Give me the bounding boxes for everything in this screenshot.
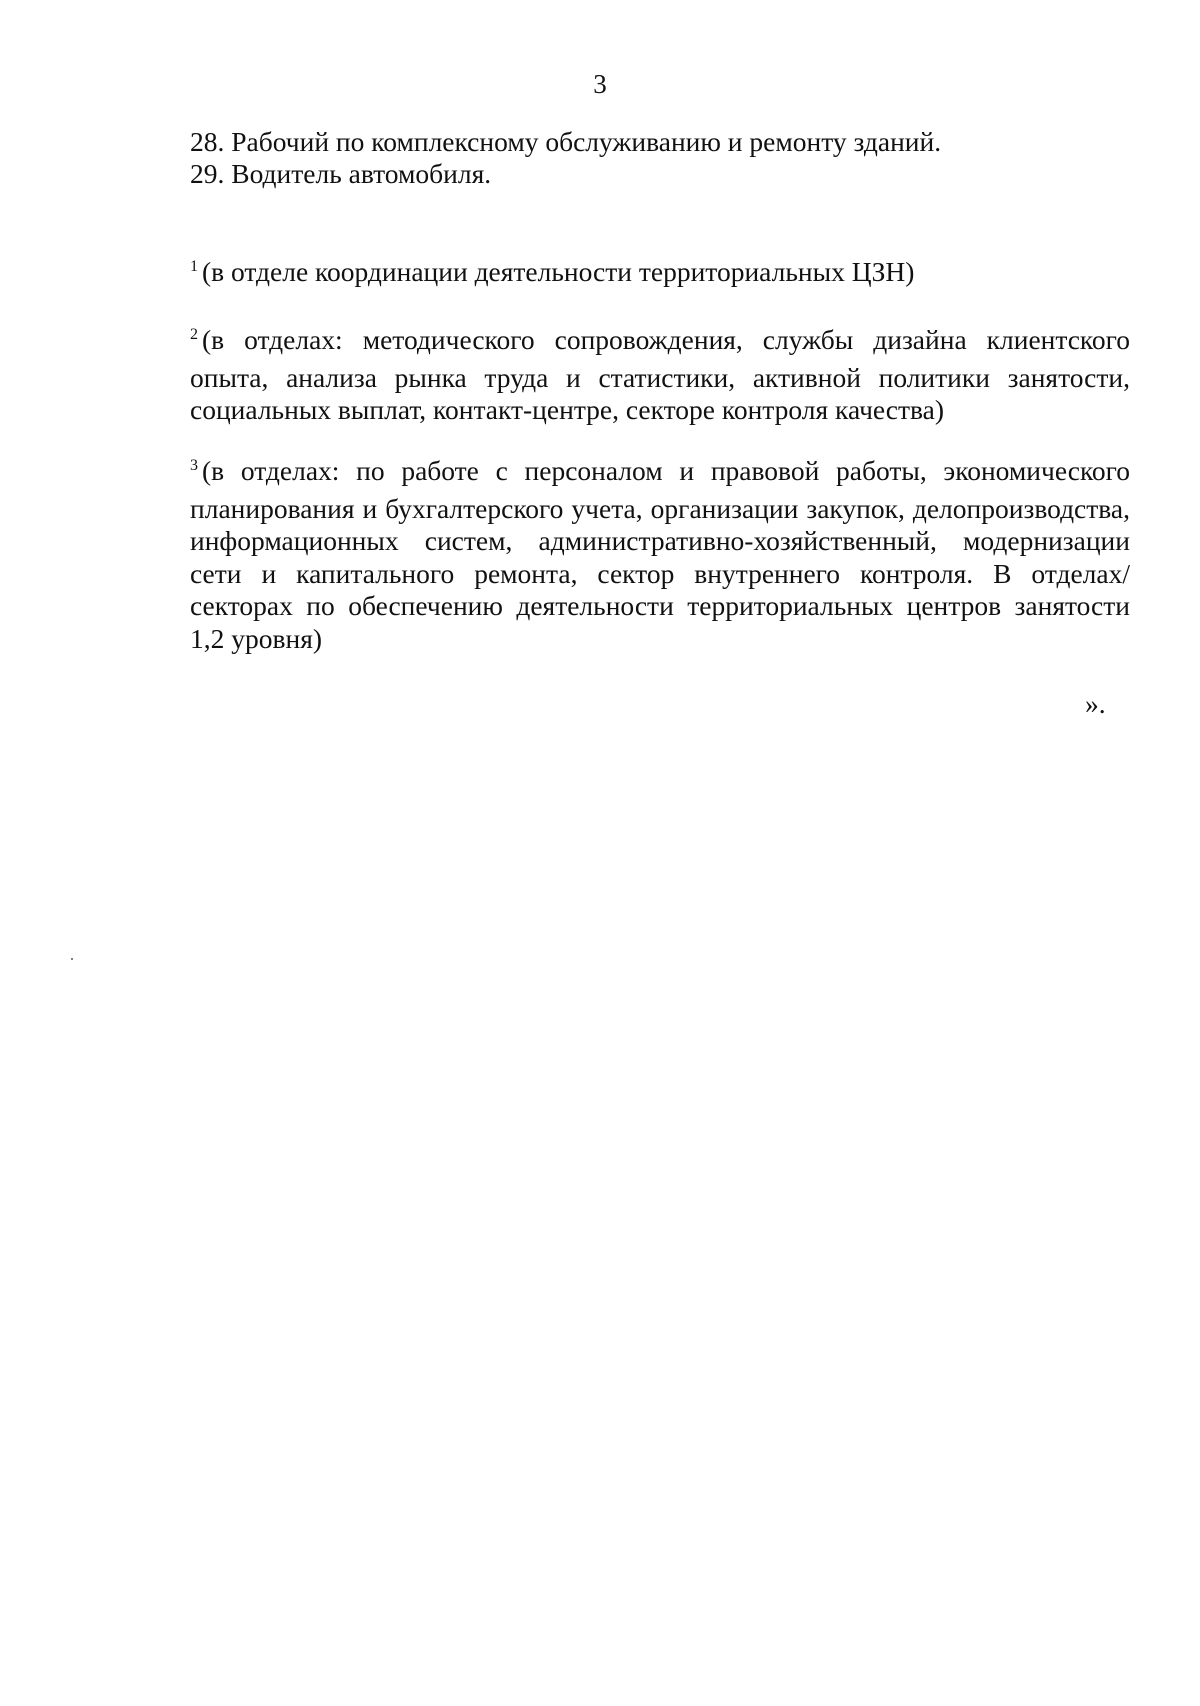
footnote-mark: 2 (190, 326, 198, 343)
position-list (190, 126, 1130, 190)
list-item: 28. Рабочий по комплексному обслуживанию и ремонту зданий. (190, 126, 942, 157)
footnote-mark: 3 (190, 457, 198, 474)
footnote-mark: 1 (190, 258, 198, 275)
list-item: 29. Водитель автомобиля. (190, 158, 492, 189)
page-number: 3 (593, 69, 607, 99)
closing-quote-mark: ». (1085, 688, 1106, 719)
footnote-text: (в отделах: методического сопровождения, службы дизайна клиентского опыта, анализа рынка труда и статистики, активной политики занятости, социальных выплат, контакт-центре, секторе контроля качества) (190, 324, 1130, 425)
footnote-text: (в отделах: по работе с персоналом и правовой работы, экономического планирования и бухгалтерского учета, организации закупок, делопроизводства, информационных систем, административно-хозяйственный, модернизации сети и капитального ремонта, сектор внутреннего контроля. В отделах/ секторах по обеспечению деятельности территориальных центров занятости 1,2 уровня) (190, 455, 1130, 654)
footnote-text: (в отделе координации деятельности территориальных ЦЗН) (202, 256, 915, 287)
scan-speck (71, 958, 73, 960)
footnote-2 (190, 324, 1130, 427)
footnote-1 (190, 256, 1130, 294)
footnote-3 (190, 455, 1130, 655)
